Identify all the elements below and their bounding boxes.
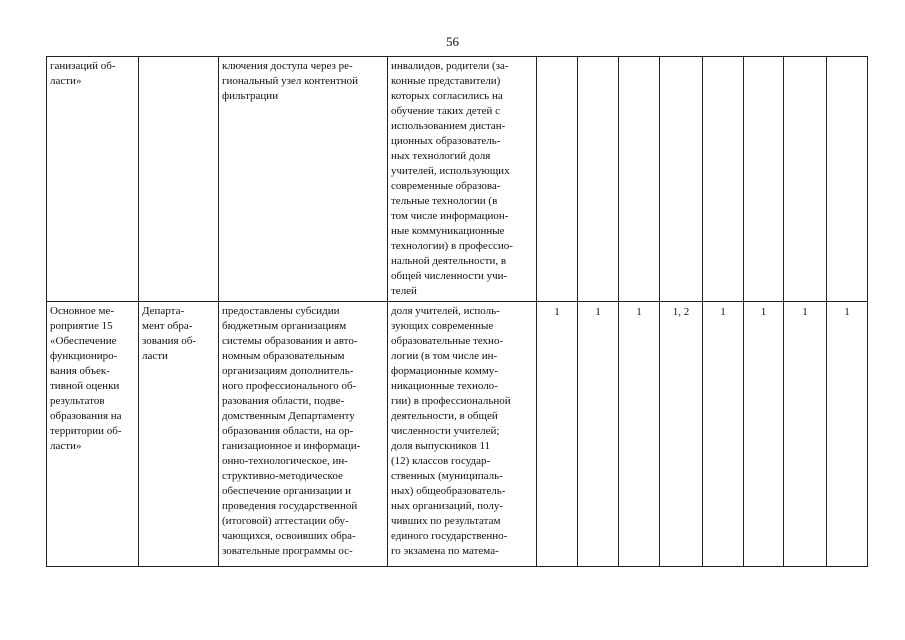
result-cell: ключения доступа через ре- гиональный узел контентной фильтрации [219, 57, 388, 302]
program-table [46, 56, 868, 567]
value-cell [784, 57, 827, 302]
value-cell: 1 [619, 302, 660, 567]
activity-cell: ганизаций об- ласти» [47, 57, 139, 302]
table-row [47, 302, 868, 567]
value-cell: 1 [537, 302, 578, 567]
value-cell: 1 [744, 302, 784, 567]
value-cell [619, 57, 660, 302]
value-cell [578, 57, 619, 302]
value-cell: 1 [784, 302, 827, 567]
value-cell [744, 57, 784, 302]
value-cell [660, 57, 703, 302]
value-cell: 1 [578, 302, 619, 567]
value-cell [827, 57, 868, 302]
value-cell: 1, 2 [660, 302, 703, 567]
result-cell: предоставлены субсидии бюджетным организациям системы образования и авто- номным образовательным организациям дополнитель- ного профессионального об- разования области, подве- домственным Департаменту образования области, на ор- ганизационное и информаци- онно-технологическое, ин- структивно-методическое обеспечение организации и проведения государственной (итоговой) аттестации обу- чающихся, освоивших обра- зовательные программы ос- [219, 302, 388, 567]
value-cell: 1 [703, 302, 744, 567]
table-row [47, 57, 868, 302]
executor-cell: Департа- мент обра- зования об- ласти [139, 302, 219, 567]
indicator-cell: доля учителей, исполь- зующих современные образовательные техно- логии (в том числе ин- формационные комму- никационные техноло- гии) в профессиональной деятельности, в общей численности учителей; доля выпускников 11 (12) классов государ- ственных (муниципаль- ных) общеобразователь- ных организаций, полу- чивших по результатам единого государственно- го экзамена по матема- [388, 302, 537, 567]
executor-cell [139, 57, 219, 302]
value-cell [703, 57, 744, 302]
indicator-cell: инвалидов, родители (за- конные представители) которых согласились на обучение таких детей с использованием дистан- ционных образователь- ных технологий доля учителей, использующих современные образова- тельные технологии (в том числе информацион- ные коммуникационные технологии) в профессио- нальной деятельности, в общей численности учи- телей [388, 57, 537, 302]
activity-cell: Основное ме- роприятие 15 «Обеспечение функциониро- вания объек- тивной оценки результатов образования на территории об- ласти» [47, 302, 139, 567]
value-cell: 1 [827, 302, 868, 567]
value-cell [537, 57, 578, 302]
page-number: 56 [446, 34, 459, 49]
